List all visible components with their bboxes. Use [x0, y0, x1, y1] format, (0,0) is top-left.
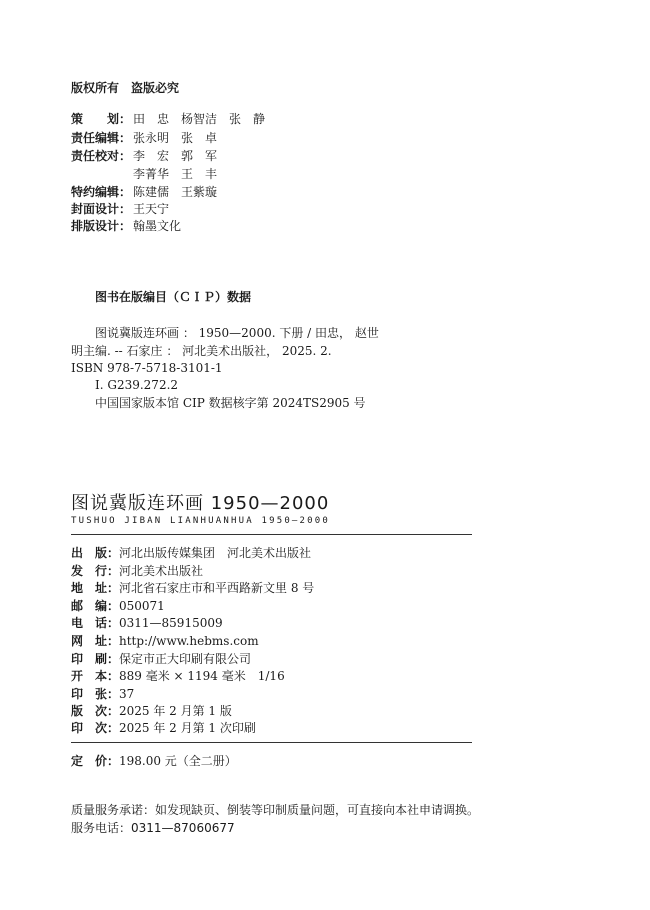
pub-row-sheets [71, 686, 134, 702]
pub-value: 河北美术出版社 [119, 564, 204, 578]
pub-value: 河北出版传媒集团 河北美术出版社 [119, 546, 312, 560]
pub-label: 印 张： [71, 687, 120, 701]
pub-value: 0311—85915009 [119, 616, 223, 630]
price-row [71, 753, 237, 769]
pub-label: 开 本： [71, 669, 120, 683]
pub-label: 版 次： [71, 704, 120, 718]
divider-bottom [71, 742, 472, 743]
pub-row-edition [71, 703, 232, 719]
pub-value: 2025 年 2 月第 1 次印刷 [119, 721, 256, 735]
credit-label: 责任编辑： [71, 131, 132, 145]
credit-value: 张永明 张 卓 [133, 131, 218, 145]
quality-service-promise: 质量服务承诺：如发现缺页、倒装等印制质量问题，可直接向本社申请调换。 [71, 803, 480, 817]
copyright-notice: 版权所有 盗版必究 [71, 81, 180, 95]
credit-label: 策 划： [71, 112, 132, 126]
pub-row-postcode [71, 598, 165, 614]
credit-value: 李菁华 王 丰 [133, 167, 218, 181]
price-value: 198.00 元（全二册） [119, 754, 237, 768]
credit-row-editor [71, 130, 217, 146]
pub-label: 电 话： [71, 616, 120, 630]
pub-value: 2025 年 2 月第 1 版 [119, 704, 232, 718]
credit-label: 排版设计： [71, 219, 132, 233]
cip-record-number: 中国国家版本馆 CIP 数据核字第 2024TS2905 号 [95, 396, 366, 410]
credit-value: 王天宁 [133, 202, 170, 216]
book-title: 图说冀版连环画 1950—2000 [71, 493, 330, 514]
pub-label: 发 行： [71, 564, 120, 578]
credit-label: 封面设计： [71, 202, 132, 216]
pub-row-phone [71, 615, 223, 631]
pub-label: 出 版： [71, 546, 120, 560]
pub-label: 印 刷： [71, 652, 120, 666]
credit-value: 李 宏 郭 军 [133, 149, 218, 163]
service-phone: 服务电话：0311—87060677 [71, 821, 235, 835]
pub-value: 37 [119, 687, 135, 701]
credit-label: 责任校对： [71, 149, 132, 163]
cip-heading: 图书在版编目（ＣＩＰ）数据 [95, 290, 252, 304]
credit-row-cover-design [71, 201, 169, 217]
price-label: 定 价： [71, 754, 120, 768]
pub-row-printing [71, 720, 256, 736]
divider-top [71, 534, 472, 535]
pub-value: 保定市正大印刷有限公司 [119, 652, 252, 666]
pub-label: 邮 编： [71, 599, 120, 613]
credit-row-proofreader-2 [71, 166, 217, 182]
cip-isbn: ISBN 978-7-5718-3101-1 [71, 361, 223, 375]
pub-row-address [71, 580, 314, 596]
pub-label: 网 址： [71, 634, 120, 648]
cip-line: 明主编. -- 石家庄 ： 河北美术出版社， 2025. 2. [71, 344, 332, 358]
book-title-pinyin: TUSHUO JIBAN LIANHUANHUA 1950—2000 [71, 516, 331, 526]
credit-value: 陈建儒 王紫璇 [133, 185, 218, 199]
pub-value: http://www.hebms.com [119, 634, 259, 648]
pub-value: 889 毫米 × 1194 毫米 1/16 [119, 669, 285, 683]
credit-row-special-editor [71, 184, 217, 200]
pub-row-printer [71, 651, 251, 667]
pub-row-distributor [71, 563, 203, 579]
cip-line: 图说冀版连环画 ： 1950—2000. 下册 / 田忠， 赵世 [95, 326, 379, 340]
pub-row-website [71, 633, 259, 649]
pub-label: 地 址： [71, 581, 120, 595]
pub-value: 河北省石家庄市和平西路新文里 8 号 [119, 581, 315, 595]
pub-label: 印 次： [71, 721, 120, 735]
credit-value: 翰墨文化 [133, 219, 182, 233]
pub-row-format [71, 668, 285, 684]
credit-value: 田 忠 杨智洁 张 静 [133, 112, 266, 126]
credit-row-proofreader [71, 148, 217, 164]
credit-row-layout-design [71, 218, 181, 234]
cip-classification: Ⅰ. G239.272.2 [95, 378, 179, 392]
pub-value: 050071 [119, 599, 165, 613]
credit-row-planning [71, 111, 265, 127]
pub-row-publisher [71, 545, 311, 561]
credit-label: 特约编辑： [71, 185, 132, 199]
